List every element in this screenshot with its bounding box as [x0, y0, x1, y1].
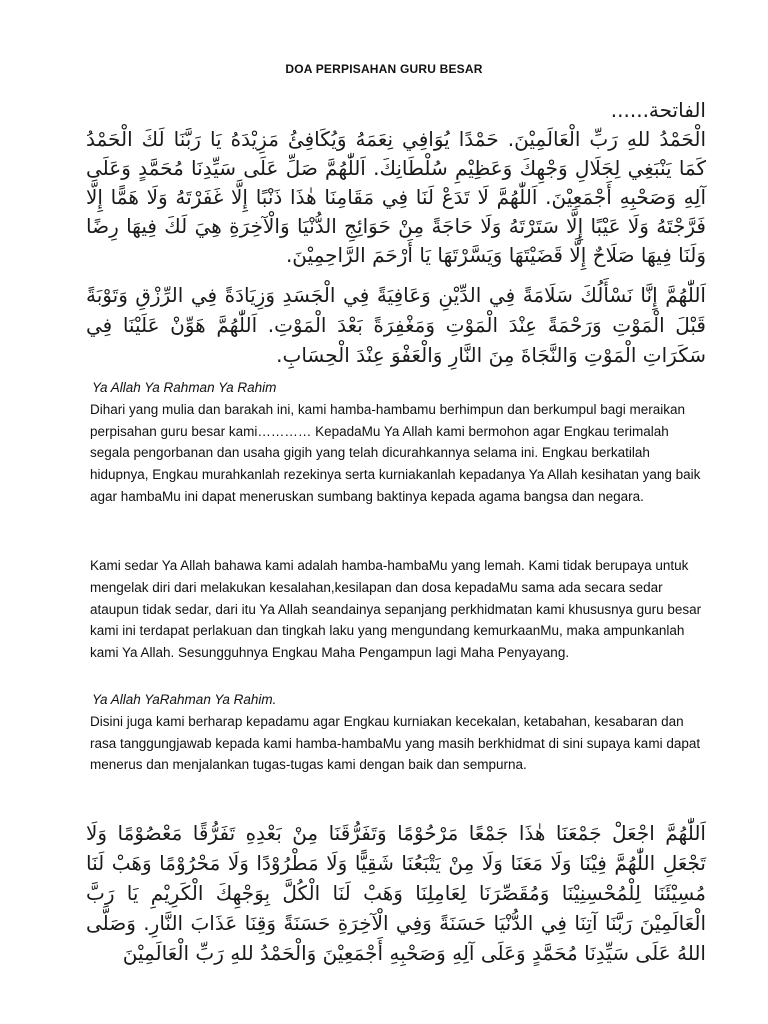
malay-paragraph-3: Disini juga kami berharap kepadamu agar Engkau kurniakan kecekalan, ketabahan, kesabaran dan rasa tanggungjawab kepada kami hamba-hambaMu yang masih berkhidmat di sini supaya kami dapat menerus dan menjalankan tugas-tugas kami dengan baik dan sempurna. [90, 713, 701, 773]
document-title: DOA PERPISAHAN GURU BESAR [285, 62, 483, 76]
arabic-paragraph-closing: اَللّٰهُمَّ اجْعَلْ جَمْعَنَا هٰذَا جَمْعًا مَرْحُوْمًا وَتَفَرُّقَنَا مِنْ بَعْدِهِ تَفَرُّقًا مَعْصُوْمًا وَلَا تَجْعَلِ اللّٰهُمَّ فِيْنَا وَلَا مَعَنَا وَلَا مِنْ يَتْبَعُنَا شَقِيًّا وَلَا مَطْرُوْدًا وَلَا مَحْرُوْمًا وَهَبْ لَنَا مُسِيْئَنَا لِلْمُحْسِنِيْنَا وَمُقَصِّرَنَا لِعَامِلِنَا وَهَبْ لَنَا الْكُلَّ بِوَجْهِكَ الْكَرِيْمِ يَا رَبَّ الْعَالَمِيْنَ رَبَّنَا آتِنَا فِي الدُّنْيَا حَسَنَةً وَفِي الْآخِرَةِ حَسَنَةً وَقِنَا عَذَابَ النَّارِ. وَصَلَّى اللهُ عَلَى سَيِّدِنَا مُحَمَّدٍ وَعَلَى آلِهِ وَصَحْبِهِ أَجْمَعِيْنَ وَالْحَمْدُ للهِ رَبِّ الْعَالَمِيْنَ [86, 821, 706, 965]
malay-paragraph-2: Kami sedar Ya Allah bahawa kami adalah hamba-hambaMu yang lemah. Kami tidak berupaya untuk mengelak diri dari melakukan kesalahan,kesilapan dan dosa kepadaMu sama ada secara sedar ataupun tidak sedar, dari itu Ya Allah seandainya sepanjang perkhidmatan kami khususnya guru besar kami ini terdapat perlakuan dan tingkah laku yang mengundang kemurkaanMu, maka ampunkanlah kami Ya Allah. Sesungguhnya Engkau Maha Pengampun lagi Maha Penyayang. [90, 558, 702, 661]
arabic-prayer-opening [86, 96, 706, 270]
arabic-paragraph-opening: الْحَمْدُ للهِ رَبِّ الْعَالَمِيْنَ. حَمْدًا يُوَافِي نِعَمَهُ وَيُكَافِئُ مَزِيْدَهُ يَا رَبَّنَا لَكَ الْحَمْدُ كَمَا يَنْبَغِي لِجَلَالِ وَجْهِكَ وَعَظِيْمِ سُلْطَانِكَ. اَللّٰهُمَّ صَلِّ عَلَى سَيِّدِنَا مُحَمَّدٍ وَعَلَى آلِهِ وَصَحْبِهِ أَجْمَعِيْنَ. اَللّٰهُمَّ لَا تَدَعْ لَنَا فِي مَقَامِنَا هٰذَا ذَنْبًا إِلَّا غَفَرْتَهُ وَلَا هَمًّا إِلَّا فَرَّجْتَهُ وَلَا عَيْبًا إِلَّا سَتَرْتَهُ وَلَا حَاجَةً مِنْ حَوَائِجِ الدُّنْيَا وَالْآخِرَةِ هِيَ لَكَ فِيهَا رِضًا وَلَنَا فِيهَا صَلَاحٌ إِلَّا قَضَيْتَهَا وَيَسَّرْتَهَا يَا أَرْحَمَ الرَّاحِمِيْنَ. [86, 127, 706, 267]
malay-section-2 [90, 555, 710, 664]
invocation-heading-1: Ya Allah Ya Rahman Ya Rahim [92, 380, 277, 395]
arabic-paragraph-supplication: اَللّٰهُمَّ إِنَّا نَسْأَلُكَ سَلَامَةً فِي الدِّيْنِ وَعَافِيَةً فِي الْجَسَدِ وَزِيَادَةً فِي الرِّزْقِ وَتَوْبَةً قَبْلَ الْمَوْتِ وَرَحْمَةً عِنْدَ الْمَوْتِ وَمَغْفِرَةً بَعْدَ الْمَوْتِ. اَللّٰهُمَّ هَوِّنْ عَلَيْنَا فِي سَكَرَاتِ الْمَوْتِ وَالنَّجَاةَ مِنَ النَّارِ وَالْعَفْوَ عِنْدَ الْحِسَابِ. [86, 283, 706, 367]
malay-paragraph-1: Dihari yang mulia dan barakah ini, kami hamba-hambamu berhimpun dan berkumpul bagi meraikan perpisahan guru besar kami………… KepadaMu Ya Allah kami bermohon agar Engkau terimalah segala pengorbanan dan usaha gigih yang telah dicurahkannya selama ini. Engkau berkatilah hidupnya, Engkau murahkanlah rezekinya serta kurniakanlah kepadanya Ya Allah kesihatan yang baik agar hambaMu ini dapat meneruskan sumbang baktinya kepada agama bangsa dan negara. [90, 401, 701, 504]
arabic-heading-al-fatihah: الفاتحة...... [610, 98, 706, 122]
malay-section-3 [90, 689, 710, 776]
invocation-heading-2: Ya Allah YaRahman Ya Rahim. [92, 692, 277, 707]
malay-section-1 [90, 377, 710, 508]
arabic-prayer-closing [86, 818, 706, 968]
arabic-prayer-supplication [86, 280, 706, 370]
